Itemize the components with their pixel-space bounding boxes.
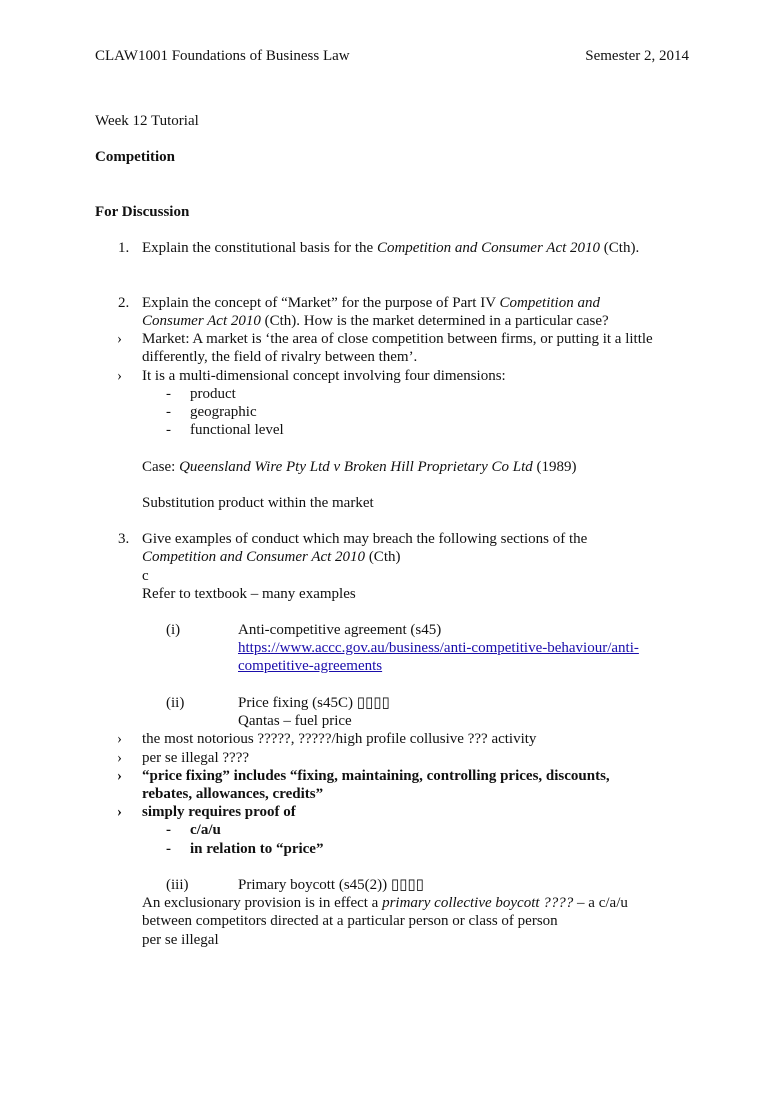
q2-line1: Explain the concept of “Market” for the purpose of Part IV Competition and	[142, 295, 600, 311]
bullet-marker: ›	[117, 368, 122, 384]
bullet-marker: ›	[117, 331, 122, 347]
q2-number: 2.	[118, 295, 130, 311]
accc-link[interactable]: https://www.accc.gov.au/business/anti-competitive-behaviour/anti-	[238, 640, 639, 656]
boycott-text-l2: between competitors directed at a particular person or class of person	[142, 913, 558, 929]
semester-label: Semester 2, 2014	[585, 48, 689, 64]
accc-link-l1[interactable]	[238, 639, 639, 657]
market-definition-l2: differently, the field of rivalry between them’.	[142, 349, 418, 365]
price-fixing-note-2: per se illegal ????	[142, 750, 250, 766]
substitution-note: Substitution product within the market	[142, 495, 374, 511]
stray-character: c	[142, 568, 149, 584]
topic-heading: Competition	[95, 149, 175, 165]
boycott-text-l1: An exclusionary provision is in effect a primary collective boycott ???? – a c/a/u	[142, 895, 628, 911]
q3-line2: Competition and Consumer Act 2010 (Cth)	[142, 549, 401, 565]
textbook-reference: Refer to textbook – many examples	[142, 586, 356, 602]
q1-number: 1.	[118, 240, 130, 256]
proof-item: in relation to “price”	[190, 841, 324, 857]
subitem-iii-title: Primary boycott (s45(2)) ▯▯▯▯	[238, 877, 424, 893]
case-citation: Case: Queensland Wire Pty Ltd v Broken Hill Proprietary Co Ltd (1989)	[142, 459, 577, 475]
q3-line1: Give examples of conduct which may breach the following sections of the	[142, 531, 588, 547]
dash-marker: -	[166, 404, 171, 420]
accc-link[interactable]: competitive-agreements	[238, 658, 383, 674]
dash-marker: -	[166, 422, 171, 438]
bullet-marker: ›	[117, 731, 122, 747]
dimension-item: functional level	[190, 422, 284, 438]
bullet-marker: ›	[117, 750, 122, 766]
price-fixing-definition-l1: “price fixing” includes “fixing, maintaining, controlling prices, discounts,	[142, 768, 610, 784]
subitem-i-number: (i)	[166, 622, 181, 638]
bullet-marker: ›	[117, 804, 122, 820]
boycott-text-l3: per se illegal	[142, 932, 219, 948]
dash-marker: -	[166, 841, 171, 857]
qantas-example: Qantas – fuel price	[238, 713, 352, 729]
section-heading: For Discussion	[95, 204, 190, 220]
proof-item: c/a/u	[190, 822, 221, 838]
course-title: CLAW1001 Foundations of Business Law	[95, 48, 350, 64]
accc-link-l2[interactable]	[238, 657, 382, 675]
dash-marker: -	[166, 386, 171, 402]
q2-line2: Consumer Act 2010 (Cth). How is the market determined in a particular case?	[142, 313, 609, 329]
subitem-ii-title: Price fixing (s45C) ▯▯▯▯	[238, 695, 390, 711]
subitem-ii-number: (ii)	[166, 695, 185, 711]
subitem-iii-number: (iii)	[166, 877, 189, 893]
q3-number: 3.	[118, 531, 130, 547]
dimensions-intro: It is a multi-dimensional concept involving four dimensions:	[142, 368, 506, 384]
market-definition-l1: Market: A market is ‘the area of close competition between firms, or putting it a little	[142, 331, 653, 347]
proof-requirement: simply requires proof of	[142, 804, 296, 820]
dash-marker: -	[166, 822, 171, 838]
week-label: Week 12 Tutorial	[95, 113, 199, 129]
dimension-item: product	[190, 386, 236, 402]
price-fixing-definition-l2: rebates, allowances, credits”	[142, 786, 324, 802]
bullet-marker: ›	[117, 768, 122, 784]
price-fixing-note-1: the most notorious ?????, ?????/high profile collusive ??? activity	[142, 731, 537, 747]
dimension-item: geographic	[190, 404, 257, 420]
subitem-i-title: Anti-competitive agreement (s45)	[238, 622, 442, 638]
q1-text: Explain the constitutional basis for the Competition and Consumer Act 2010 (Cth).	[142, 240, 640, 256]
